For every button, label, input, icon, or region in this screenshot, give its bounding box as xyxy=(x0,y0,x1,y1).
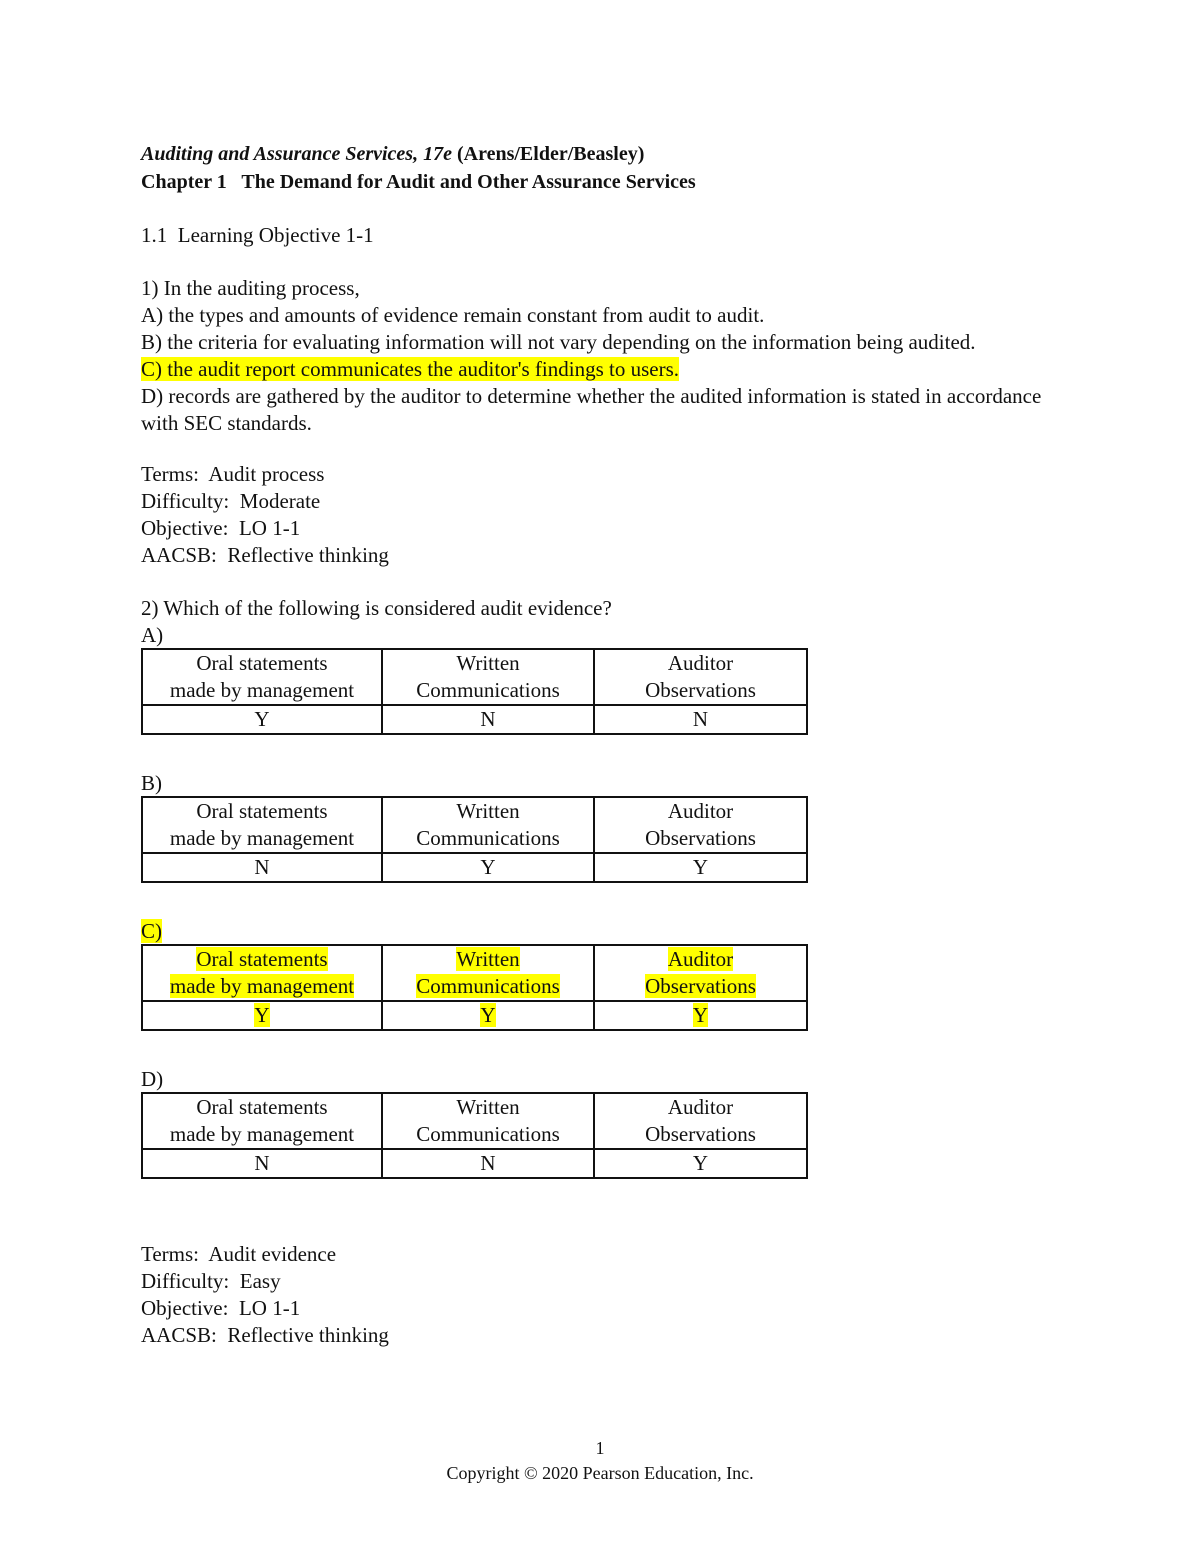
q1-option-a: A) the types and amounts of evidence remain constant from audit to audit. xyxy=(141,303,765,327)
cell-value: Y xyxy=(692,1003,709,1027)
column-header xyxy=(594,649,807,705)
book-title-line xyxy=(141,140,1061,168)
page-number: 1 xyxy=(595,1438,605,1458)
column-header-text: Communications xyxy=(416,1122,560,1146)
cell-value: Y xyxy=(692,855,709,879)
column-header-text: made by management xyxy=(169,678,355,702)
q1-stem: 1) In the auditing process, xyxy=(141,276,360,300)
cell-value: Y xyxy=(480,1003,496,1027)
q2-stem: 2) Which of the following is considered audit evidence? xyxy=(141,596,612,620)
cell-value: Y xyxy=(480,855,496,879)
cell-value: N xyxy=(692,707,709,731)
table-row xyxy=(142,705,807,734)
column-header xyxy=(142,797,382,853)
q2-aacsb: AACSB: Reflective thinking xyxy=(141,1323,389,1347)
q2-option-a-label-text: A) xyxy=(141,623,164,647)
column-header-text: Observations xyxy=(645,678,756,702)
q2-option-d-label-text: D) xyxy=(141,1067,164,1091)
column-header-text: made by management xyxy=(169,1122,355,1146)
q2-option-b-label xyxy=(141,770,1061,796)
column-header-text: Oral statements xyxy=(196,947,328,971)
cell-value: N xyxy=(480,707,496,731)
column-header-text: Auditor xyxy=(667,651,734,675)
column-header-text: Observations xyxy=(645,1122,756,1146)
table-cell xyxy=(142,853,382,882)
column-header-text: Oral statements xyxy=(196,799,328,823)
column-header-text: Oral statements xyxy=(196,1095,328,1119)
table-cell xyxy=(594,705,807,734)
cell-value: Y xyxy=(254,707,270,731)
q2-option-b-label-text: B) xyxy=(141,771,162,795)
q1-option-d: D) records are gathered by the auditor to determine whether the audited information is stated in accordance with SEC standards. xyxy=(141,384,1042,435)
column-header-text: Written xyxy=(456,651,520,675)
column-header xyxy=(142,1093,382,1149)
q2-option-c-label-text: C) xyxy=(141,919,162,943)
cell-value: N xyxy=(254,855,270,879)
cell-value: Y xyxy=(254,1003,270,1027)
column-header-text: Oral statements xyxy=(196,651,328,675)
table-cell xyxy=(142,705,382,734)
table-header-row xyxy=(142,1093,807,1149)
book-title: Auditing and Assurance Services, 17e xyxy=(141,143,452,165)
table-cell xyxy=(594,1001,807,1030)
q1-option-b: B) the criteria for evaluating information will not vary depending on the information being audited. xyxy=(141,330,976,354)
table-cell xyxy=(382,1001,594,1030)
copyright-notice: Copyright © 2020 Pearson Education, Inc. xyxy=(446,1463,754,1483)
column-header-text: Communications xyxy=(416,974,560,998)
column-header-text: Auditor xyxy=(667,799,734,823)
table-header-row xyxy=(142,797,807,853)
table-cell xyxy=(142,1149,382,1178)
q2-difficulty: Difficulty: Easy xyxy=(141,1269,281,1293)
q1-aacsb: AACSB: Reflective thinking xyxy=(141,543,389,567)
q2-option-c-table xyxy=(141,944,808,1031)
table-row xyxy=(142,1001,807,1030)
column-header xyxy=(382,945,594,1001)
q2-options xyxy=(141,622,1061,1179)
table-cell xyxy=(382,705,594,734)
column-header xyxy=(382,1093,594,1149)
q1-option-c-highlighted: C) the audit report communicates the auditor's findings to users. xyxy=(141,357,680,381)
q2-option-a-label xyxy=(141,622,1061,648)
table-header-row xyxy=(142,945,807,1001)
q2-option-d-label xyxy=(141,1066,1061,1092)
q1-difficulty: Difficulty: Moderate xyxy=(141,489,321,513)
column-header xyxy=(594,945,807,1001)
column-header xyxy=(142,945,382,1001)
column-header-text: Observations xyxy=(645,826,756,850)
column-header-text: made by management xyxy=(169,974,355,998)
column-header-text: Written xyxy=(456,799,520,823)
column-header-text: made by management xyxy=(169,826,355,850)
column-header xyxy=(594,797,807,853)
q2-objective: Objective: LO 1-1 xyxy=(141,1296,301,1320)
q1-terms: Terms: Audit process xyxy=(141,462,325,486)
column-header-text: Written xyxy=(456,947,520,971)
table-cell xyxy=(594,853,807,882)
table-header-row xyxy=(142,649,807,705)
table-row xyxy=(142,853,807,882)
q2-option-b-table xyxy=(141,796,808,883)
table-row xyxy=(142,1149,807,1178)
q2-terms: Terms: Audit evidence xyxy=(141,1242,337,1266)
q2-option-c-label xyxy=(141,918,1061,944)
table-cell xyxy=(142,1001,382,1030)
table-cell xyxy=(382,1149,594,1178)
column-header-text: Observations xyxy=(645,974,756,998)
column-header-text: Written xyxy=(456,1095,520,1119)
q2-option-d-table xyxy=(141,1092,808,1179)
column-header xyxy=(382,649,594,705)
section-heading: 1.1 Learning Objective 1-1 xyxy=(141,223,374,247)
q2-option-a-table xyxy=(141,648,808,735)
table-cell xyxy=(594,1149,807,1178)
column-header xyxy=(382,797,594,853)
cell-value: N xyxy=(480,1151,496,1175)
column-header-text: Communications xyxy=(416,678,560,702)
column-header-text: Auditor xyxy=(667,1095,734,1119)
page-content xyxy=(141,140,1061,1349)
column-header xyxy=(594,1093,807,1149)
table-cell xyxy=(382,853,594,882)
cell-value: N xyxy=(254,1151,270,1175)
column-header xyxy=(142,649,382,705)
book-authors: (Arens/Elder/Beasley) xyxy=(456,143,645,165)
column-header-text: Communications xyxy=(416,826,560,850)
column-header-text: Auditor xyxy=(667,947,734,971)
chapter-title: Chapter 1 The Demand for Audit and Other Assurance Services xyxy=(141,171,696,193)
cell-value: Y xyxy=(692,1151,709,1175)
q1-objective: Objective: LO 1-1 xyxy=(141,516,301,540)
